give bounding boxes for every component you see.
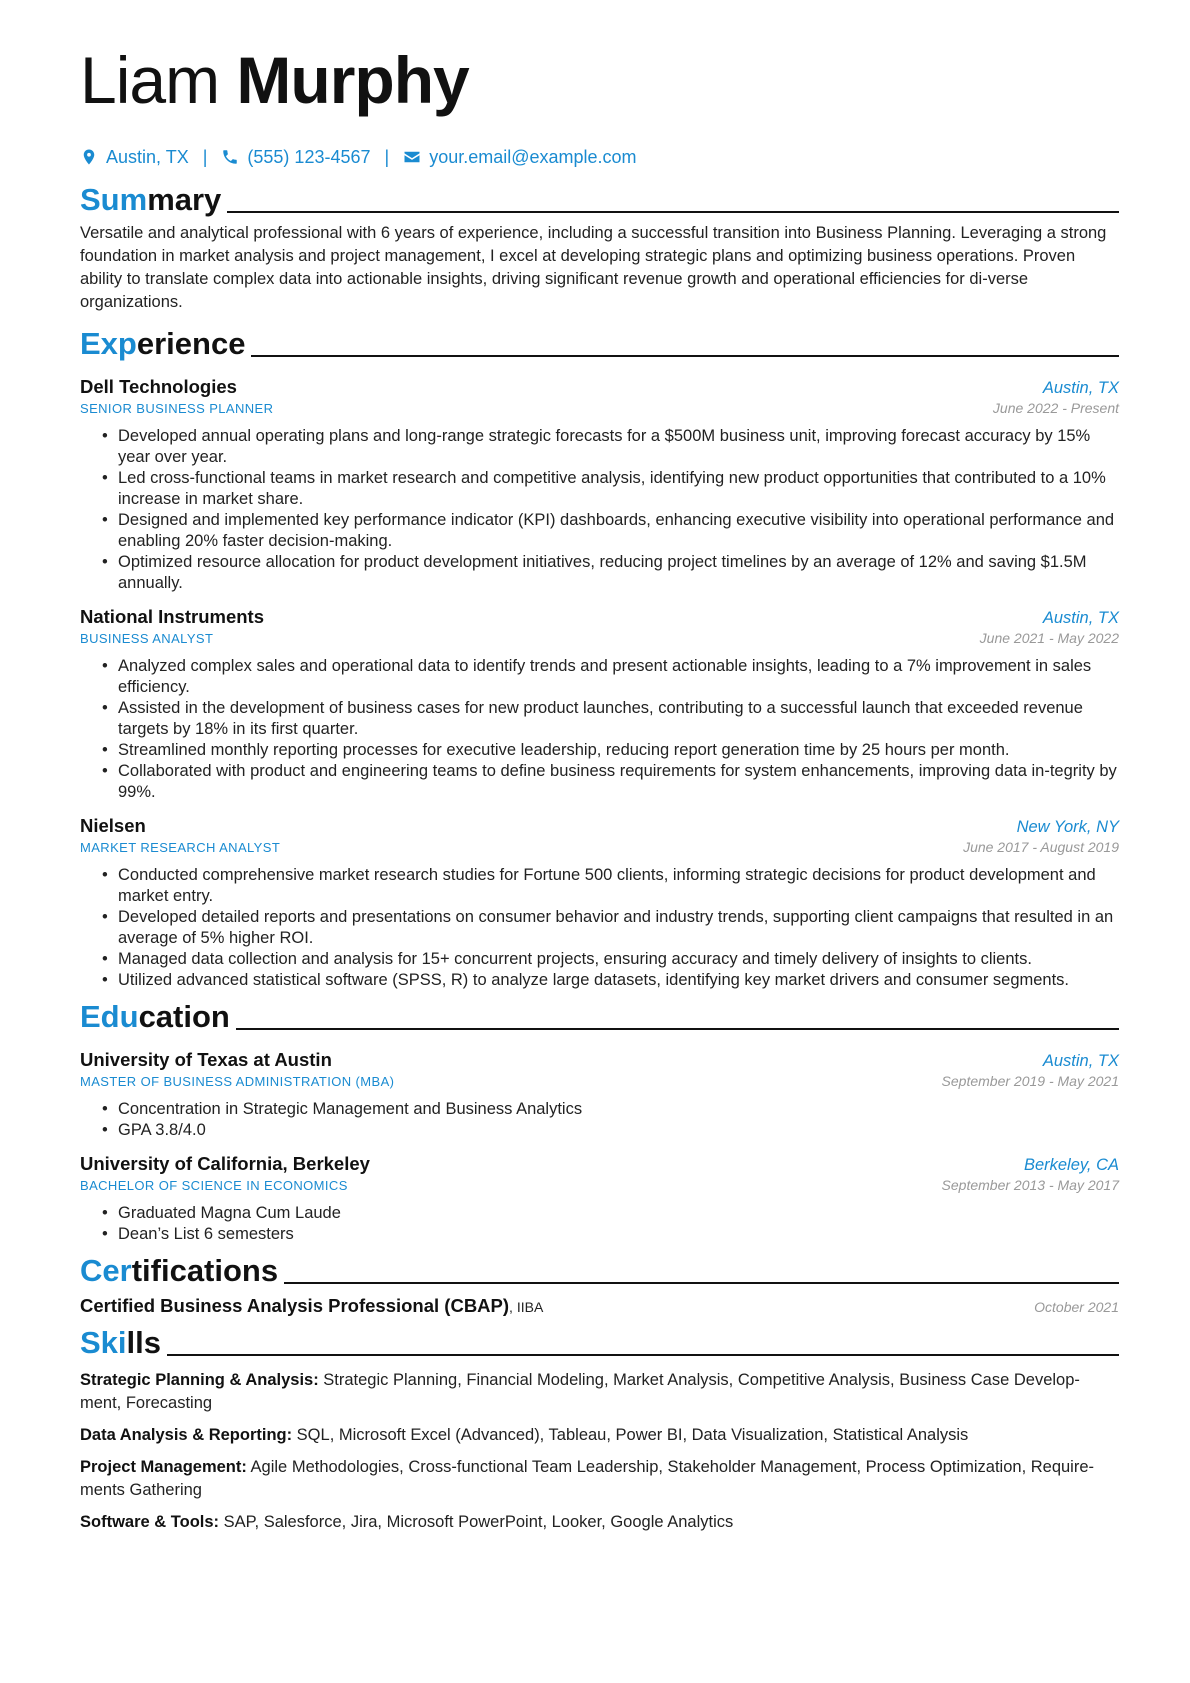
school-name: University of California, Berkeley [80,1153,370,1174]
education-entry [80,1153,1119,1245]
job-entry [80,376,1119,594]
experience-heading [80,324,1119,362]
bullet-item: • Conducted comprehensive market research studies for Fortune 500 clients, informing strategic decisions for product development and market entry. [102,865,1119,907]
experience-heading-rest: erience [136,326,246,361]
skill-group [80,1456,1119,1502]
contact-email[interactable] [403,147,636,168]
certification-name: Certified Business Analysis Professional (CBAP) [80,1295,510,1316]
skill-group [80,1424,1119,1447]
job-bullets [80,656,1119,803]
certifications-heading-rest: tifications [131,1253,279,1288]
skill-group-values: SAP, Salesforce, Jira, Microsoft PowerPoint, Looker, Google Analytics [219,1513,734,1531]
bullet-item: • Optimized resource allocation for product development initiatives, reducing project timelines by an average of 12% and saving $1.5M annually. [102,552,1119,594]
job-location: Austin, TX [1042,379,1119,397]
job-dates: June 2022 - Present [992,400,1119,416]
education-heading-accent: Edu [80,999,139,1034]
certification-issuer: , IIBA [509,1299,544,1315]
school-location: Austin, TX [1042,1052,1119,1070]
education-dates: September 2013 - May 2017 [941,1177,1119,1193]
company-name: Dell Technologies [80,376,237,397]
bullet-item: • Led cross-functional teams in market research and competitive analysis, identifying new product opportunities that contributed to a 10% increase in market share. [102,468,1119,510]
skill-group [80,1511,1119,1534]
job-title: SENIOR BUSINESS PLANNER [80,401,274,416]
bullet-item: • Developed annual operating plans and long-range strategic forecasts for a $500M business unit, improving forecast accuracy by 15% year over year. [102,426,1119,468]
skill-group-values: Strategic Planning, Financial Modeling, Market Analysis, Competitive Analysis, Business Case Develop-ment, Forecasting [80,1371,1080,1412]
job-location: Austin, TX [1042,609,1119,627]
certification-entry [80,1295,1119,1317]
email-link: your.email@example.com [429,146,637,167]
candidate-name [80,40,1119,122]
envelope-icon [403,147,421,167]
phone-text: (555) 123-4567 [247,146,371,167]
education-bullets [80,1203,1119,1245]
skill-group-label: Data Analysis & Reporting: [80,1426,293,1444]
bullet-item: • Collaborated with product and engineering teams to define business requirements for system enhancements, improving data in-tegrity by 99%. [102,761,1119,803]
company-name: National Instruments [80,606,264,627]
company-name: Nielsen [80,815,146,836]
job-dates: June 2017 - August 2019 [963,839,1119,855]
skill-group-values: Agile Methodologies, Cross-functional Team Leadership, Stakeholder Management, Process Optimization, Require-ments Gathering [80,1458,1095,1499]
school-location: Berkeley, CA [1023,1156,1119,1174]
summary-paragraph: Versatile and analytical professional with 6 years of experience, including a successful transition into Business Planning. Leveraging a strong foundation in market analysis and project management, I excel at developing strategic plans and optimizing business operations. Proven ability to translate complex data into actionable insights, driving significant revenue growth and operational efficiencies for di-verse organizations. [80,224,1107,311]
bullet-item: • Managed data collection and analysis for 15+ concurrent projects, ensuring accuracy and timely delivery of insights to clients. [102,949,1119,970]
summary-heading [80,180,1119,218]
map-pin-icon [80,147,98,167]
bullet-item: • GPA 3.8/4.0 [102,1120,1119,1141]
bullet-item: • Analyzed complex sales and operational data to identify trends and present actionable insights, leading to a 7% improvement in sales efficiency. [102,656,1119,698]
job-title: BUSINESS ANALYST [80,631,214,646]
job-entry [80,606,1119,803]
job-bullets [80,426,1119,594]
job-location: New York, NY [1016,818,1119,836]
heading-rule [167,1354,1119,1356]
skill-group-label: Strategic Planning & Analysis: [80,1371,319,1389]
bullet-item: • Concentration in Strategic Management and Business Analytics [102,1099,1119,1120]
first-name: Liam [80,43,220,117]
last-name: Murphy [236,43,469,117]
skill-group-label: Software & Tools: [80,1513,220,1531]
education-heading [80,997,1119,1035]
bullet-item: • Graduated Magna Cum Laude [102,1203,1119,1224]
education-bullets [80,1099,1119,1141]
certification-date: October 2021 [1034,1299,1119,1315]
education-dates: September 2019 - May 2021 [941,1073,1119,1089]
heading-rule [227,211,1119,213]
contact-bar [80,144,1119,170]
certifications-heading-accent: Cer [80,1253,132,1288]
bullet-item: • Developed detailed reports and presentations on consumer behavior and industry trends, supporting client campaigns that resulted in an average of 5% higher ROI. [102,907,1119,949]
heading-rule [236,1028,1119,1030]
education-heading-rest: cation [138,999,230,1034]
skills-heading [80,1323,1119,1361]
skills-heading-accent: Ski [80,1325,127,1360]
skills-heading-rest: lls [126,1325,161,1360]
job-entry [80,815,1119,991]
degree: BACHELOR OF SCIENCE IN ECONOMICS [80,1178,348,1193]
skill-group [80,1369,1119,1415]
bullet-item: • Streamlined monthly reporting processes for executive leadership, reducing report generation time by 25 hours per month. [102,740,1119,761]
degree: MASTER OF BUSINESS ADMINISTRATION (MBA) [80,1074,395,1089]
bullet-item: • Utilized advanced statistical software (SPSS, R) to analyze large datasets, identifying key market drivers and consumer segments. [102,970,1119,991]
contact-separator: | [384,146,390,167]
location-text: Austin, TX [106,146,189,167]
heading-rule [284,1282,1119,1284]
experience-heading-accent: Exp [80,326,137,361]
contact-location [80,147,189,168]
education-entry [80,1049,1119,1141]
heading-rule [251,355,1119,357]
resume-page [80,40,1119,1534]
bullet-item: • Dean’s List 6 semesters [102,1224,1119,1245]
summary-heading-rest: mary [147,182,222,217]
phone-icon [221,147,239,167]
contact-phone[interactable] [221,147,370,168]
job-bullets [80,865,1119,991]
skill-group-label: Project Management: [80,1458,247,1476]
certifications-heading [80,1251,1119,1289]
summary-heading-accent: Sum [80,182,148,217]
skill-group-values: SQL, Microsoft Excel (Advanced), Tableau, Power BI, Data Visualization, Statistical Analysis [292,1426,969,1444]
school-name: University of Texas at Austin [80,1049,332,1070]
bullet-item: • Assisted in the development of business cases for new product launches, contributing to a successful launch that exceeded revenue targets by 18% in its first quarter. [102,698,1119,740]
job-title: MARKET RESEARCH ANALYST [80,840,281,855]
job-dates: June 2021 - May 2022 [979,630,1119,646]
bullet-item: • Designed and implemented key performance indicator (KPI) dashboards, enhancing executive visibility into operational performance and enabling 20% faster decision-making. [102,510,1119,552]
contact-separator: | [202,146,208,167]
